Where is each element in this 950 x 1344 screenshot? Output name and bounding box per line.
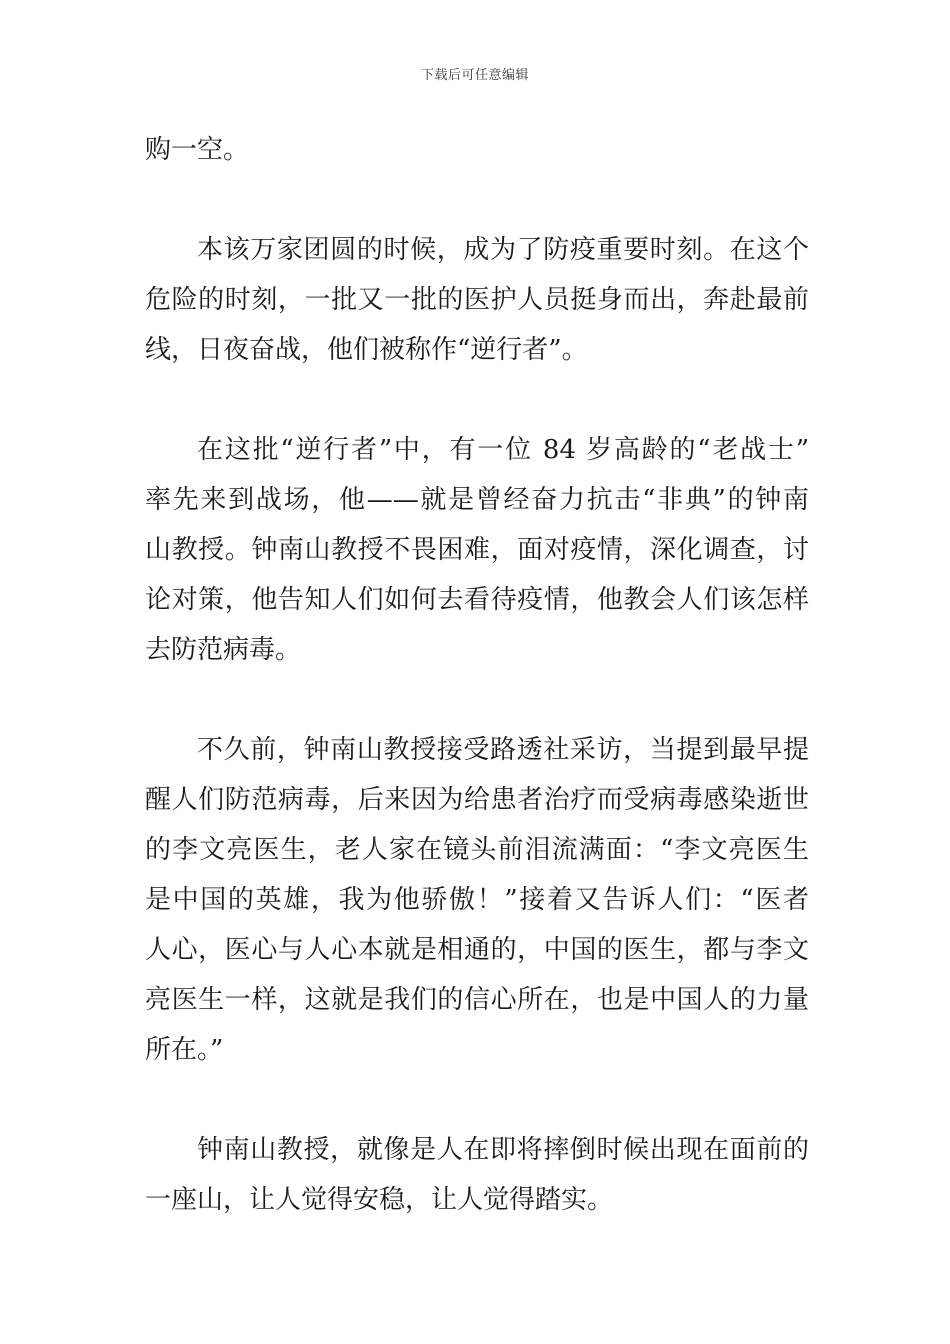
paragraph xyxy=(145,425,809,675)
text-line: 人心，医心与人心本就是相通的，中国的医生，都与李文 xyxy=(145,935,809,965)
text-line: 危险的时刻，一批又一批的医护人员挺身而出，奔赴最前 xyxy=(145,285,809,315)
document-body xyxy=(145,125,809,1225)
text-line: 购一空。 xyxy=(145,135,250,165)
paragraph xyxy=(145,1125,809,1225)
paragraph-gap xyxy=(145,375,809,425)
page-header: 下载后可任意编辑 xyxy=(420,68,529,83)
text-line: 论对策，他告知人们如何去看待疫情，他教会人们该怎样 xyxy=(145,585,809,615)
paragraph xyxy=(145,225,809,375)
text-line: 一座山，让人觉得安稳，让人觉得踏实。 xyxy=(145,1185,614,1215)
paragraph xyxy=(145,725,809,1075)
text-line: 钟南山教授，就像是人在即将摔倒时候出现在面前的 xyxy=(197,1135,809,1165)
text-line: 线，日夜奋战，他们被称作“逆行者”。 xyxy=(145,335,588,365)
text-line: 是中国的英雄，我为他骄傲！”接着又告诉人们：“医者 xyxy=(145,885,809,915)
text-line: 率先来到战场，他——就是曾经奋力抗击“非典”的钟南 xyxy=(145,485,809,515)
text-line: 山教授。钟南山教授不畏困难，面对疫情，深化调查，讨 xyxy=(145,535,809,565)
text-line: 醒人们防范病毒，后来因为给患者治疗而受病毒感染逝世 xyxy=(145,785,809,815)
paragraph xyxy=(145,125,809,175)
text-line: 在这批“逆行者”中，有一位 84 岁高龄的“老战士” xyxy=(197,435,809,465)
paragraph-gap xyxy=(145,1075,809,1125)
text-line: 去防范病毒。 xyxy=(145,635,302,665)
text-line: 的李文亮医生，老人家在镜头前泪流满面：“李文亮医生 xyxy=(145,835,809,865)
paragraph-gap xyxy=(145,675,809,725)
text-line: 本该万家团圆的时候，成为了防疫重要时刻。在这个 xyxy=(197,235,809,265)
paragraph-gap xyxy=(145,175,809,225)
text-line: 不久前，钟南山教授接受路透社采访，当提到最早提 xyxy=(197,735,809,765)
text-line: 所在。” xyxy=(145,1035,224,1065)
text-line: 亮医生一样，这就是我们的信心所在，也是中国人的力量 xyxy=(145,985,809,1015)
